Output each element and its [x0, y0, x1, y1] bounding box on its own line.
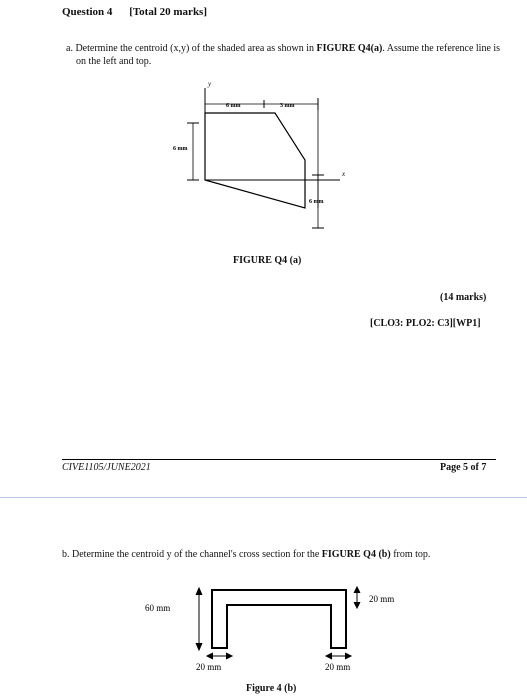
- channel-outline: [212, 590, 346, 648]
- part-b-text-2: from top.: [390, 549, 431, 560]
- footer-course-code: CIVE1105/JUNE2021: [62, 462, 151, 473]
- part-a-prefix: a.: [66, 43, 73, 54]
- axis-y-label: y: [208, 80, 212, 88]
- part-b-prefix: b.: [62, 549, 70, 560]
- dim-label-height: 60 mm: [145, 603, 171, 613]
- dim-label-top-flange: 20 mm: [369, 594, 395, 604]
- part-a-figure-ref: FIGURE Q4(a): [316, 43, 383, 54]
- part-a-marks: (14 marks): [440, 292, 487, 303]
- part-a-clo: [CLO3: PLO2: C3][WP1]: [370, 318, 481, 329]
- dim-label-top-right: 3 mm: [280, 103, 295, 109]
- question-number: Question 4: [62, 6, 113, 18]
- dim-label-left: 6 mm: [173, 146, 188, 152]
- figure-q4a-caption: FIGURE Q4 (a): [233, 255, 302, 266]
- part-b-text-1: Determine the centroid y of the channel's cross section for the: [72, 549, 322, 560]
- dim-label-right-leg: 20 mm: [325, 662, 351, 672]
- part-b-figure-ref: FIGURE Q4 (b): [321, 549, 391, 560]
- dim-label-top-left: 6 mm: [226, 103, 241, 109]
- question-total-marks: [Total 20 marks]: [129, 6, 208, 18]
- axis-x-label: x: [342, 170, 346, 178]
- footer-page-number: Page 5 of 7: [440, 462, 487, 473]
- dim-label-left-leg: 20 mm: [196, 662, 222, 672]
- part-a-text-1: Determine the centroid (x,y) of the shaded area as shown in: [75, 43, 317, 54]
- figure-q4b-caption: Figure 4 (b): [246, 683, 297, 694]
- part-a-text-2: . Assume the reference line is on the left and top.: [76, 43, 501, 67]
- dim-label-right: 6 mm: [309, 199, 324, 205]
